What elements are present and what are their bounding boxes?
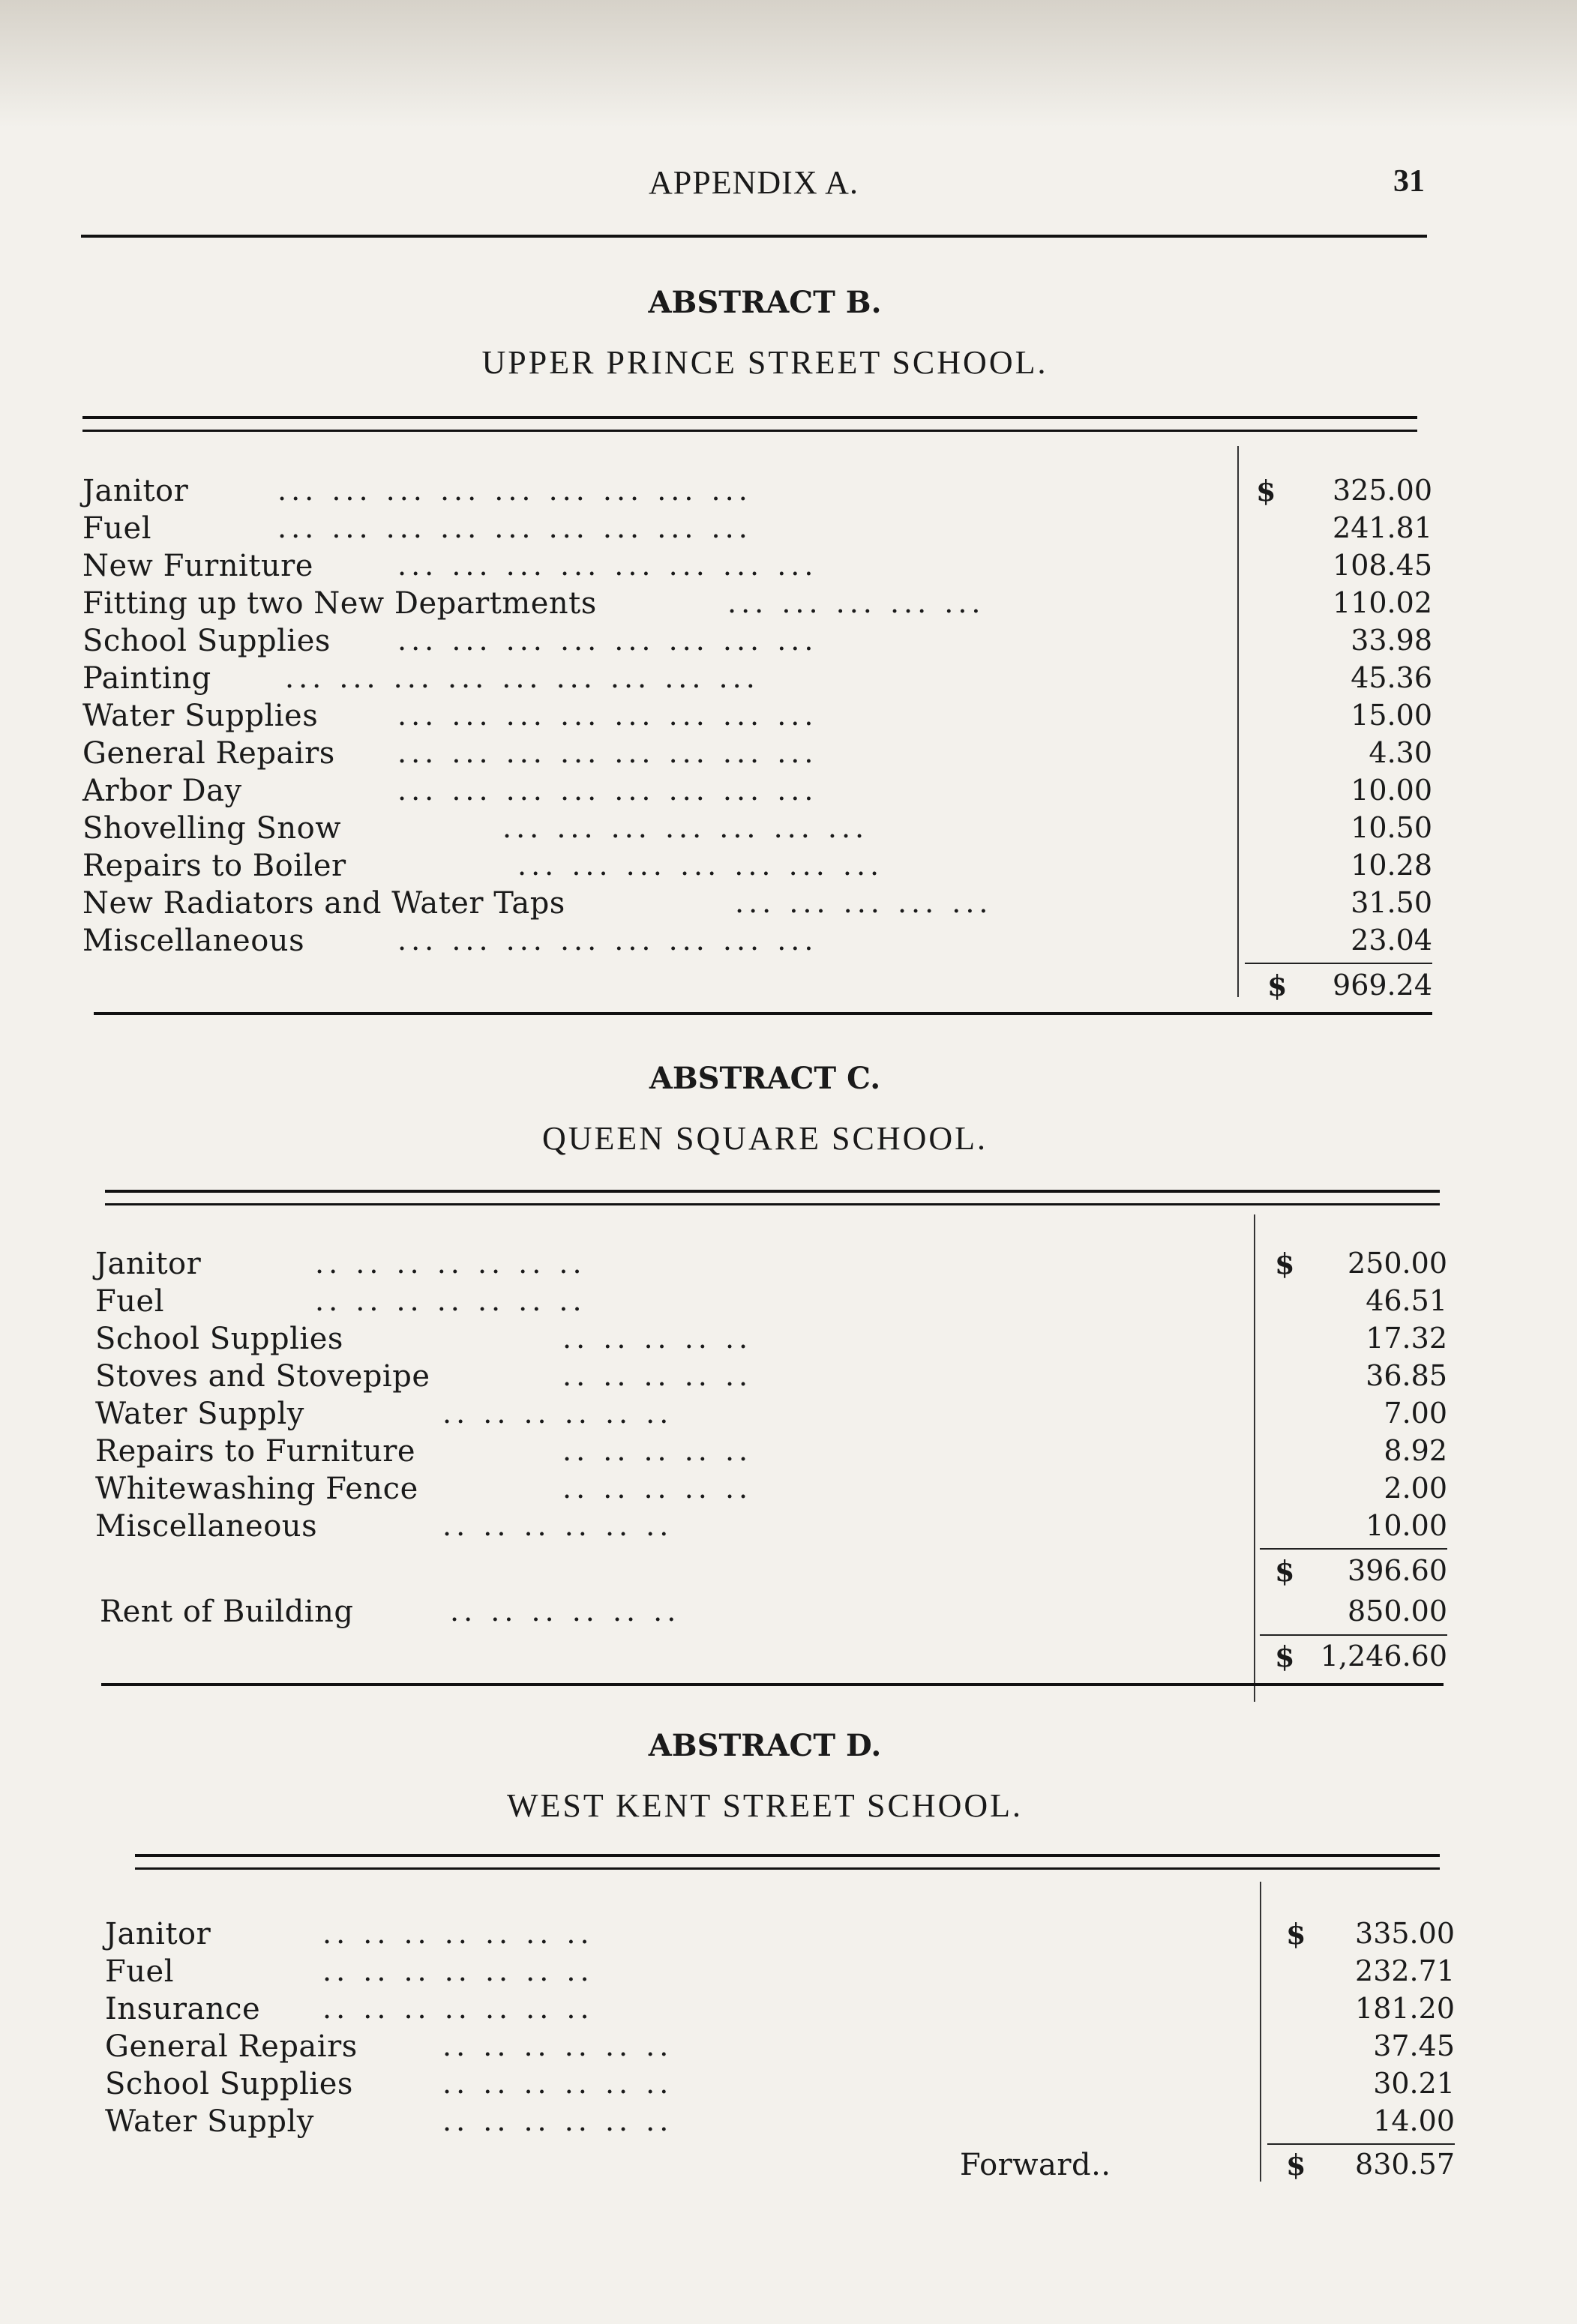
item-amount: 10.00 — [1351, 774, 1432, 807]
ledger-row: Whitewashing Fence .. .. .. .. .. 2.00 — [95, 1472, 1447, 1506]
abstract-c-bottom-rule — [101, 1683, 1444, 1686]
abstract-b-school: UPPER PRINCE STREET SCHOOL. — [481, 344, 1048, 381]
item-amount: 31.50 — [1351, 886, 1432, 919]
ledger-row: Stoves and Stovepipe .. .. .. .. .. 36.85 — [95, 1359, 1447, 1394]
subtotal-rule — [1260, 1548, 1447, 1550]
ledger-row: Miscellaneous .. .. .. .. .. .. 10.00 — [95, 1509, 1447, 1544]
abstract-c-title: ABSTRACT C. — [649, 1061, 881, 1096]
item-label: Fuel — [82, 511, 151, 546]
total-amount: 1,246.60 — [1320, 1640, 1447, 1673]
item-amount: 108.45 — [1333, 549, 1432, 582]
abstract-c-school: QUEEN SQUARE SCHOOL. — [541, 1120, 988, 1157]
ledger-row: Janitor .. .. .. .. .. .. .. $ 250.00 — [95, 1247, 1447, 1281]
item-amount: 250.00 — [1348, 1247, 1447, 1280]
item-amount: 15.00 — [1351, 699, 1432, 732]
ledger-row: Janitor .. .. .. .. .. .. .. $ 335.00 — [105, 1917, 1455, 1951]
rent-label: Rent of Building — [100, 1595, 354, 1629]
ledger-row: Shovelling Snow ... ... ... ... ... ... ... 10.50 — [82, 811, 1432, 846]
item-label: New Furniture — [82, 549, 313, 583]
item-label: Arbor Day — [82, 774, 242, 808]
item-label: Water Supply — [105, 2104, 314, 2139]
abstract-d-section — [82, 1728, 1455, 2200]
item-label: New Radiators and Water Taps — [82, 886, 565, 921]
ledger-row: Insurance .. .. .. .. .. .. .. 181.20 — [105, 1992, 1455, 2026]
ledger-row: General Repairs ... ... ... ... ... ... ... ... 4.30 — [82, 736, 1432, 771]
total-row — [82, 1640, 1447, 1677]
item-label: Painting — [82, 661, 211, 696]
item-amount: 2.00 — [1384, 1472, 1447, 1505]
item-label: School Supplies — [105, 2067, 353, 2101]
forward-amount: 830.57 — [1355, 2148, 1455, 2181]
dollar-sign: $ — [1256, 474, 1276, 508]
item-amount: 10.28 — [1351, 849, 1432, 882]
item-amount: 33.98 — [1351, 624, 1432, 657]
item-label: General Repairs — [105, 2029, 358, 2064]
item-amount: 45.36 — [1351, 661, 1432, 694]
item-label: Repairs to Furniture — [95, 1434, 416, 1469]
ledger-row: Janitor ... ... ... ... ... ... ... ... ... $ 325.00 — [82, 474, 1432, 508]
running-head — [82, 163, 1425, 208]
item-amount: 110.02 — [1333, 586, 1432, 619]
item-label: Stoves and Stovepipe — [95, 1359, 430, 1394]
appendix-title: APPENDIX A. — [649, 164, 859, 201]
ledger-row: Fuel .. .. .. .. .. .. .. 232.71 — [105, 1954, 1455, 1989]
item-label: School Supplies — [95, 1322, 343, 1356]
dollar-sign: $ — [1286, 1917, 1306, 1951]
item-label: Janitor — [105, 1917, 211, 1951]
ledger-row: Water Supply .. .. .. .. .. .. 14.00 — [105, 2104, 1455, 2139]
rent-row: Rent of Building .. .. .. .. .. .. 850.00 — [100, 1595, 1447, 1629]
abstract-b-title: ABSTRACT B. — [648, 285, 882, 320]
item-label: Fitting up two New Departments — [82, 586, 597, 621]
ledger-row: Fitting up two New Departments ... ... ... ... ... 110.02 — [82, 586, 1432, 621]
total-row — [82, 969, 1432, 1006]
item-label: General Repairs — [82, 736, 335, 771]
item-label: Water Supply — [95, 1397, 304, 1431]
total-amount: 969.24 — [1333, 969, 1432, 1002]
item-label: Janitor — [95, 1247, 202, 1281]
ledger-row: Water Supply .. .. .. .. .. .. 7.00 — [95, 1397, 1447, 1431]
page-edge-shading — [0, 0, 1577, 127]
ledger-row: Painting ... ... ... ... ... ... ... ... ... 45.36 — [82, 661, 1432, 696]
ledger-row: Fuel ... ... ... ... ... ... ... ... ... 241.81 — [82, 511, 1432, 546]
abstract-d-header-rule — [135, 1854, 1440, 1870]
item-amount: 36.85 — [1366, 1359, 1447, 1392]
total-rule — [1260, 1634, 1447, 1636]
abstract-d-title: ABSTRACT D. — [648, 1728, 882, 1763]
dollar-sign: $ — [1286, 2148, 1306, 2182]
item-label: Water Supplies — [82, 699, 319, 733]
item-amount: 14.00 — [1373, 2104, 1455, 2137]
ledger-row: Arbor Day ... ... ... ... ... ... ... ... 10.00 — [82, 774, 1432, 808]
abstract-c-section — [82, 1061, 1447, 1698]
item-amount: 4.30 — [1369, 736, 1432, 769]
item-amount: 30.21 — [1373, 2067, 1455, 2100]
abstract-b-bottom-rule — [94, 1012, 1432, 1015]
item-label: Whitewashing Fence — [95, 1472, 418, 1506]
ledger-row: School Supplies .. .. .. .. .. .. 30.21 — [105, 2067, 1455, 2101]
rent-amount: 850.00 — [1348, 1595, 1447, 1628]
subtotal-amount: 396.60 — [1348, 1554, 1447, 1587]
item-label: Fuel — [95, 1284, 164, 1319]
item-amount: 8.92 — [1384, 1434, 1447, 1467]
item-amount: 23.04 — [1351, 924, 1432, 957]
item-amount: 46.51 — [1366, 1284, 1447, 1317]
forward-rule — [1267, 2143, 1455, 2145]
abstract-c-header-rule — [105, 1190, 1440, 1205]
item-amount: 241.81 — [1333, 511, 1432, 544]
ledger-row: School Supplies ... ... ... ... ... ... ... ... 33.98 — [82, 624, 1432, 658]
item-label: School Supplies — [82, 624, 331, 658]
dollar-sign: $ — [1275, 1554, 1295, 1588]
item-label: Miscellaneous — [82, 924, 305, 958]
total-rule — [1245, 963, 1432, 964]
ledger-row: Fuel .. .. .. .. .. .. .. 46.51 — [95, 1284, 1447, 1319]
dollar-sign: $ — [1275, 1640, 1295, 1673]
item-amount: 37.45 — [1373, 2029, 1455, 2062]
ledger-row: Water Supplies ... ... ... ... ... ... ... ... 15.00 — [82, 699, 1432, 733]
abstract-d-school: WEST KENT STREET SCHOOL. — [506, 1787, 1024, 1824]
forward-row — [82, 2148, 1455, 2185]
dollar-sign: $ — [1267, 969, 1288, 1002]
ledger-row: New Furniture ... ... ... ... ... ... ... ... 108.45 — [82, 549, 1432, 583]
ledger-row: Miscellaneous ... ... ... ... ... ... ... ... 23.04 — [82, 924, 1432, 958]
item-amount: 10.50 — [1351, 811, 1432, 844]
ledger-row: Repairs to Boiler ... ... ... ... ... ... ... 10.28 — [82, 849, 1432, 883]
item-label: Repairs to Boiler — [82, 849, 346, 883]
item-amount: 17.32 — [1366, 1322, 1447, 1355]
ledger-row: School Supplies .. .. .. .. .. 17.32 — [95, 1322, 1447, 1356]
dollar-sign: $ — [1275, 1247, 1295, 1280]
item-label: Insurance — [105, 1992, 261, 2026]
item-amount: 232.71 — [1355, 1954, 1455, 1987]
abstract-b-header-rule — [82, 416, 1417, 432]
item-label: Fuel — [105, 1954, 174, 1989]
item-label: Janitor — [82, 474, 189, 508]
item-amount: 325.00 — [1333, 474, 1432, 507]
item-amount: 10.00 — [1366, 1509, 1447, 1542]
abstract-b-section — [82, 285, 1447, 1020]
forward-label: Forward.. — [960, 2148, 1111, 2182]
subtotal-row — [82, 1554, 1447, 1592]
page-number: 31 — [1393, 164, 1425, 199]
head-rule — [81, 235, 1427, 238]
item-amount: 7.00 — [1384, 1397, 1447, 1430]
item-amount: 335.00 — [1355, 1917, 1455, 1950]
item-amount: 181.20 — [1355, 1992, 1455, 2025]
ledger-row: New Radiators and Water Taps ... ... ... ... ... 31.50 — [82, 886, 1432, 921]
ledger-row: General Repairs .. .. .. .. .. .. 37.45 — [105, 2029, 1455, 2064]
ledger-row: Repairs to Furniture .. .. .. .. .. 8.92 — [95, 1434, 1447, 1469]
item-label: Shovelling Snow — [82, 811, 341, 846]
item-label: Miscellaneous — [95, 1509, 318, 1544]
